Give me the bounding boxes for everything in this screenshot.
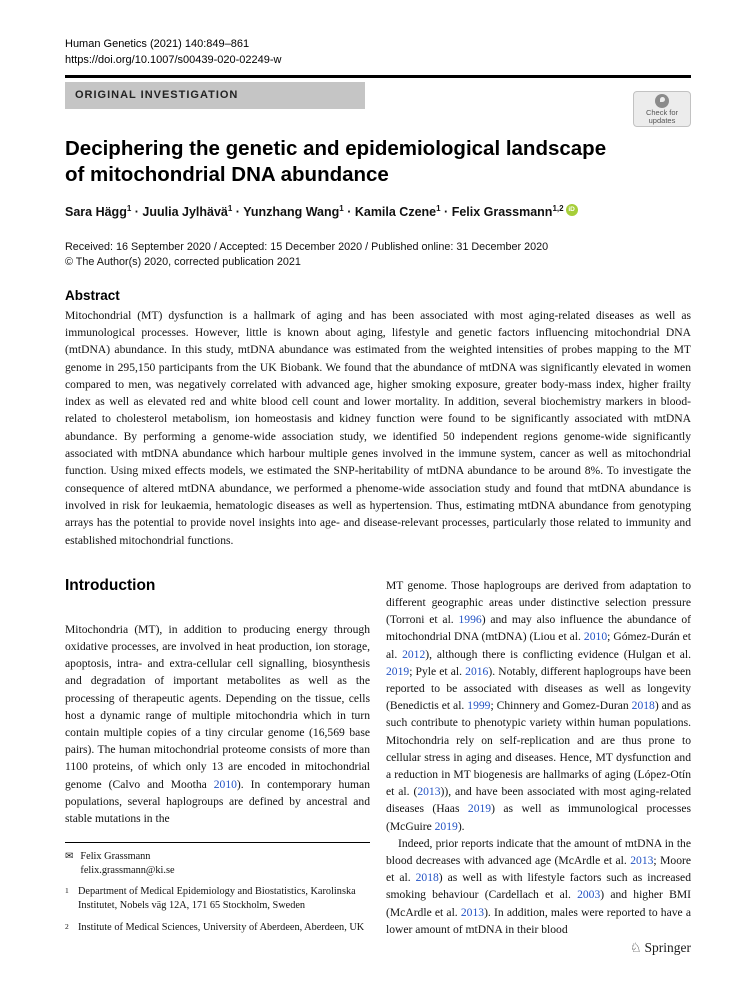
two-column-body — [65, 577, 691, 935]
correspondence — [65, 850, 370, 878]
author-affiliation-sup: 1 — [339, 203, 344, 213]
author-affiliation-sup: 1 — [436, 203, 441, 213]
author-affiliation-sup: 1 — [126, 203, 132, 213]
affiliation-text: Institute of Medical Sciences, University of Aberdeen, Aberdeen, UK — [78, 922, 365, 934]
affiliation-text: Department of Medical Epidemiology and Biostatistics, Karolinska Institutet, Nobels väg 12A, 171 65 Stockholm, Sweden — [78, 886, 356, 912]
author-name: Yunzhang Wang — [243, 204, 340, 219]
citation-link[interactable]: 2013 — [630, 854, 654, 868]
springer-horse-icon: ♘ — [629, 940, 642, 956]
citation-link[interactable]: 1996 — [458, 613, 482, 627]
author-name: Sara Hägg — [65, 204, 127, 219]
abstract-text: Mitochondrial (MT) dysfunction is a hallmark of aging and has been associated with most aging-related diseases as well as immunological processes. However, little is known about aging, lifestyle and genetic factors influencing mitochondrial DNA (mtDNA) abundance. In this study, mtDNA abundance was estimated from the weighted intensities of probes mapping to the MT genome in 295,150 participants from the UK Biobank. We found that the abundance of mtDNA was significantly elevated in women compared to men, was negatively correlated with advanced age, higher smoking exposure, greater body-mass index, higher frailty index as well as elevated red and white blood cell count and lower mortality. In addition, several biochemistry markers in blood-related to cholesterol metabolism, ion homeostasis and kidney function were found to be significantly associated with mtDNA abundance. By performing a genome-wide association study, we identified 50 independent regions genome-wide significantly associated with mtDNA abundance which harbour multiple genes involved in the immune system, cancer as well as mitochondrial function. Using mixed effects models, we estimated the SNP-heritability of mtDNA abundance to be around 8%. To investigate the consequence of altered mtDNA abundance, we performed a phenome-wide association study and found that mtDNA abundance is involved in risk for leukaemia, hematologic diseases as well as hypertension. Thus, estimating mtDNA abundance from genotyping arrays has the potential to provide novel insights into age- and disease-relevant processes, particularly those related to immunity and established mitochondrial functions. — [65, 308, 691, 547]
affiliation — [65, 921, 370, 935]
author-separator: · — [131, 204, 143, 219]
citation-link[interactable]: 2010 — [583, 630, 608, 644]
article-type-banner — [65, 82, 365, 109]
author-affiliation-sup: 1,2 — [552, 203, 564, 213]
envelope-icon: ✉ — [65, 850, 74, 862]
article-type-label: ORIGINAL INVESTIGATION — [75, 89, 239, 101]
corresponding-author-name: Felix Grassmann — [80, 850, 151, 862]
author-affiliation-sup: 1 — [227, 203, 233, 213]
article-title: Deciphering the genetic and epidemiological landscape of mitochondrial DNA abundance — [65, 136, 607, 186]
doi-link[interactable]: https://doi.org/10.1007/s00439-020-02249-w — [65, 54, 282, 66]
citation-link[interactable]: 2018 — [631, 699, 655, 713]
check-for-updates-button[interactable] — [633, 91, 691, 127]
publisher-name: Springer — [644, 940, 691, 955]
citation-link[interactable]: 2013 — [460, 905, 485, 919]
article-history — [65, 240, 691, 271]
author-separator: · — [232, 204, 244, 219]
left-column — [65, 577, 370, 935]
footnote-block — [65, 842, 370, 935]
citation-link[interactable]: 2016 — [465, 664, 489, 678]
citation-link[interactable]: 2012 — [402, 647, 426, 661]
intro-paragraph-left: Mitochondria (MT), in addition to producing energy through oxidative processes, are involved in heat production, ion storage, apoptosis, intra- and extra-cellular cell signalling, biosynthesis and degradation of important metabolites as well as the processing of therapeutic agents. Depending on the tissue, cells host a dynamic range of multiple mitochondria which in turn contain multiple copies of a tiny circular genome (16,569 base pairs). The human mitochondrial proteome consists of more than 1100 proteins, of which only 13 are encoded in mitochondrial genome (Calvo and Mootha 2010). In contemporary human populations, several haplogroups are defined by ancestral and stable mutations in the — [65, 622, 370, 826]
citation-link[interactable]: 2018 — [415, 871, 439, 885]
author-list — [65, 204, 691, 219]
intro-paragraph-right-1: MT genome. Those haplogroups are derived from adaptation to different geographic areas under distinctive selection pressure (Torroni et al. 1996) and may also influence the abundance of mitochondrial DNA (mtDNA) (Liou et al. 2010; Gómez-Durán et al. 2012), although there is conflicting evidence (Hulgan et al. 2019; Pyle et al. 2016). Notably, different haplogroups have been reported to be associated with diseases as well as longevity (Benedictis et al. 1999; Chinnery and Gomez-Duran 2018) and as such contribute to phenotypic variety within human populations. Mitochondria rely on self-replication and are thus prone to cellular stress in aging and diseases. Hence, MT dysfunction and a reduction in MT biogenesis are hallmarks of aging (López-Otín et al. (2013)), and have been associated with most aging-related diseases (Haas 2019) as well as immunological processes (McGuire 2019). — [386, 578, 692, 833]
citation-link[interactable]: 2003 — [577, 888, 601, 902]
citation-link[interactable]: 2010 — [213, 777, 237, 791]
journal-citation: Human Genetics (2021) 140:849–861 — [65, 38, 250, 50]
check-for-updates-label: Check for updates — [645, 107, 679, 125]
author-separator: · — [440, 204, 452, 219]
citation-link[interactable]: 2019 — [467, 802, 492, 816]
springer-logo — [630, 940, 691, 956]
affiliation-list — [65, 885, 370, 934]
author-name: Kamila Czene — [354, 204, 437, 219]
author-separator: · — [343, 204, 355, 219]
received-accepted-line: Received: 16 September 2020 / Accepted: 15 December 2020 / Published online: 31 December 2020 — [65, 240, 549, 253]
journal-meta — [65, 36, 691, 68]
corresponding-author-email[interactable]: felix.grassmann@ki.se — [80, 864, 175, 876]
right-column — [386, 577, 691, 935]
abstract-heading: Abstract — [65, 287, 120, 303]
crossmark-icon — [655, 94, 669, 108]
citation-link[interactable]: 2013 — [417, 785, 441, 799]
citation-link[interactable]: 1999 — [467, 699, 491, 713]
citation-link[interactable]: 2019 — [434, 819, 458, 833]
copyright-line: © The Author(s) 2020, corrected publication 2021 — [65, 256, 301, 269]
affiliation-sup: 1 — [65, 886, 69, 896]
orcid-icon[interactable]: iD — [566, 204, 578, 216]
affiliation — [65, 885, 370, 913]
author-name: Felix Grassmann — [451, 204, 553, 219]
header-rule — [65, 75, 691, 78]
introduction-heading: Introduction — [65, 576, 156, 594]
intro-paragraph-right-2: Indeed, prior reports indicate that the amount of mtDNA in the blood decreases with advanced age (McArdle et al. 2013; Moore et al. 2018) as well as with lifestyle factors such as increased smoking behaviour (Cardellach et al. 2003) and higher BMI (McArdle et al. 2013). In addition, males were reported to have a lower amount of mtDNA in their blood — [386, 836, 692, 936]
citation-link[interactable]: 2019 — [386, 664, 410, 678]
author-name: Juulia Jylhävä — [142, 204, 228, 219]
affiliation-sup: 2 — [65, 922, 69, 932]
